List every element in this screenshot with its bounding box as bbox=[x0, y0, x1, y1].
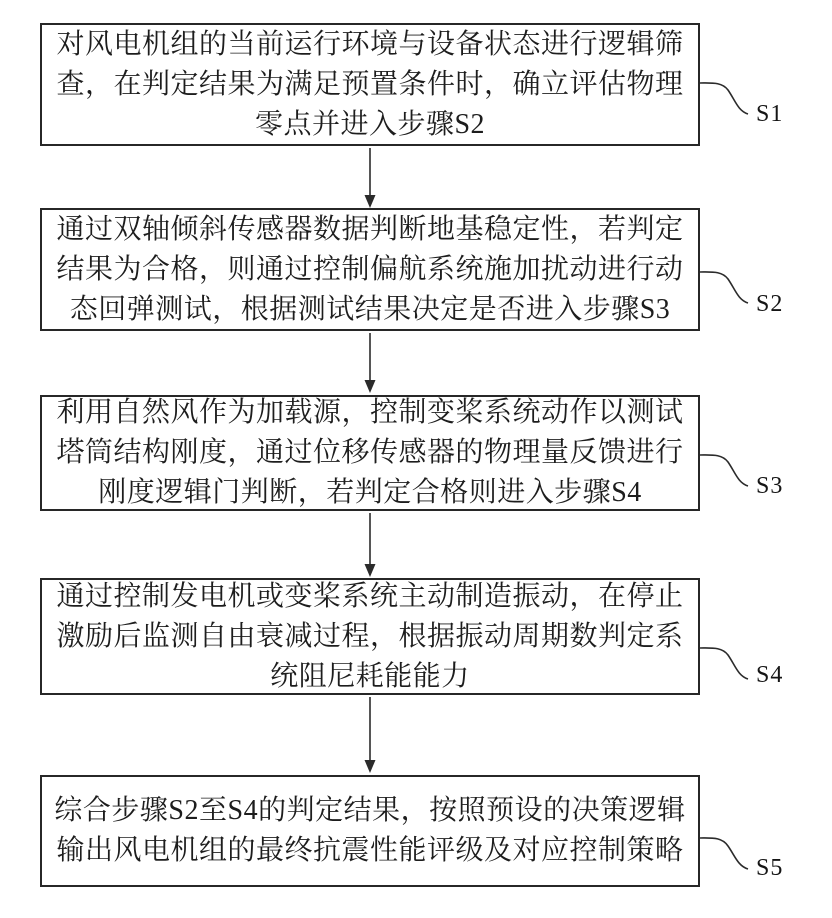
arrow-down-icon bbox=[365, 697, 376, 773]
step-text-line: 通过双轴倾斜传感器数据判断地基稳定性，若判定 bbox=[56, 213, 684, 245]
step-box-s3 bbox=[40, 395, 700, 511]
step-label-s1: S1 bbox=[756, 101, 784, 127]
step-label-s4: S4 bbox=[756, 662, 784, 688]
step-box-s1 bbox=[40, 23, 700, 146]
step-text-line: 对风电机组的当前运行环境与设备状态进行逻辑筛 bbox=[56, 28, 684, 60]
step-text-line: 统阻尼耗能能力 bbox=[270, 660, 470, 692]
step-box-s4 bbox=[40, 578, 700, 695]
reference-line bbox=[700, 83, 748, 869]
step-text-line: 零点并进入步骤S2 bbox=[254, 108, 486, 140]
step-text-line: 利用自然风作为加载源，控制变桨系统动作以测试 bbox=[56, 397, 684, 428]
arrow-down-icon bbox=[365, 513, 376, 577]
step-text-line: 输出风电机组的最终抗震性能评级及对应控制策略 bbox=[56, 835, 684, 866]
step-text-line: 查，在判定结果为满足预置条件时，确立评估物理 bbox=[56, 68, 684, 100]
step-text-line: 综合步骤S2至S4的判定结果，按照预设的决策逻辑 bbox=[54, 795, 686, 826]
arrow-down-icon bbox=[365, 148, 376, 208]
step-text-line: 刚度逻辑门判断，若判定合格则进入步骤S4 bbox=[98, 477, 642, 508]
step-label-s2: S2 bbox=[756, 291, 784, 317]
step-text-line: 塔筒结构刚度，通过位移传感器的物理量反馈进行 bbox=[56, 437, 684, 468]
step-label-s3: S3 bbox=[756, 473, 784, 499]
step-box-s5 bbox=[40, 775, 700, 887]
step-text-line: 激励后监测自由衰减过程，根据振动周期数判定系 bbox=[56, 620, 684, 652]
step-text-line: 结果为合格，则通过控制偏航系统施加扰动进行动 bbox=[56, 253, 684, 285]
step-label-s5: S5 bbox=[756, 855, 784, 881]
step-box-s2 bbox=[40, 208, 700, 331]
step-text-line: 通过控制发电机或变桨系统主动制造振动，在停止 bbox=[56, 580, 684, 612]
arrow-down-icon bbox=[365, 333, 376, 393]
step-text-line: 态回弹测试，根据测试结果决定是否进入步骤S3 bbox=[69, 293, 671, 325]
